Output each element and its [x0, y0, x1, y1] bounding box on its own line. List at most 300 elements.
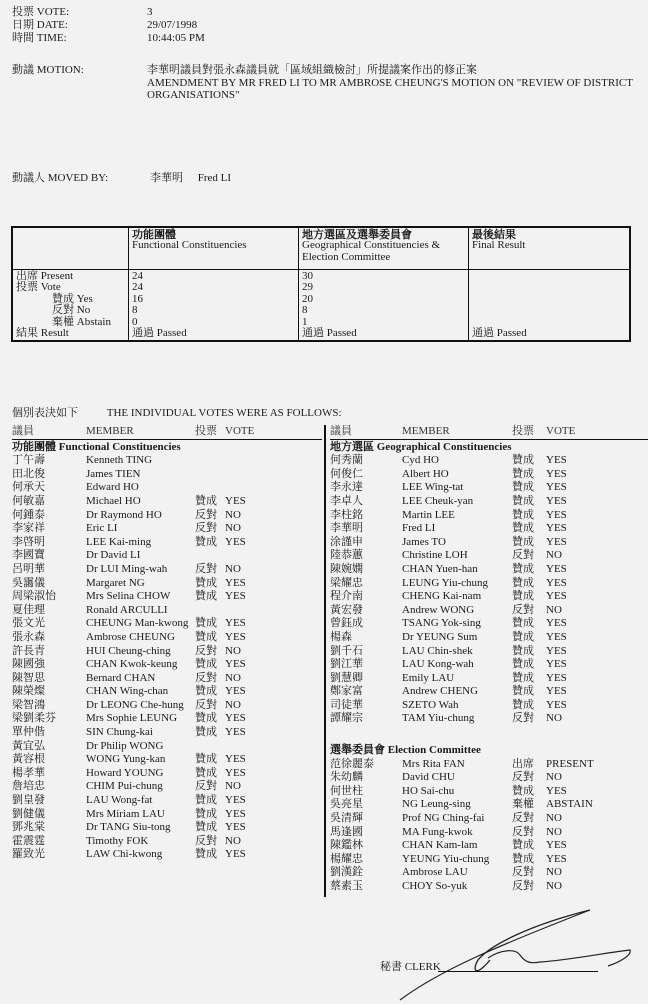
vote-zh: 反對: [512, 603, 534, 616]
vote-zh: 贊成: [512, 630, 534, 643]
member-name-zh: 楊孝華: [12, 766, 45, 779]
election-member-list: [330, 758, 648, 894]
vote-zh: 反對: [512, 771, 534, 784]
vote-en: YES: [225, 630, 246, 643]
vote-en: YES: [546, 590, 567, 603]
geographical-member-list: [330, 454, 648, 726]
vote-zh: 贊成: [512, 454, 534, 467]
individual-votes-intro: 個別表決如下 THE INDIVIDUAL VOTES WERE AS FOLLOWS:: [12, 407, 342, 419]
clerk-signature-icon: [380, 900, 640, 1004]
member-row: [330, 758, 648, 772]
member-row: [12, 577, 322, 591]
member-name-en: CHAN Kwok-keung: [86, 658, 178, 671]
member-name-en: Mrs Selina CHOW: [86, 590, 171, 603]
member-name-zh: 何秀蘭: [330, 454, 363, 467]
vote-zh: 贊成: [512, 617, 534, 630]
member-row: [12, 522, 322, 536]
vote-zh: 反對: [195, 698, 217, 711]
member-name-en: James TIEN: [86, 467, 141, 480]
member-name-en: Margaret NG: [86, 576, 145, 589]
vote-en: YES: [225, 590, 246, 603]
member-name-en: LEE Cheuk-yan: [402, 494, 474, 507]
vote-en: YES: [225, 658, 246, 671]
member-row: [330, 577, 648, 591]
vote-zh: 贊成: [512, 658, 534, 671]
member-name-en: YEUNG Yiu-chung: [402, 852, 490, 865]
member-name-en: CHOY So-yuk: [402, 880, 468, 892]
member-name-zh: 黃容根: [12, 753, 45, 766]
vote-en: YES: [546, 535, 567, 548]
vote-en: YES: [225, 848, 246, 861]
vote-en: YES: [225, 685, 246, 698]
member-row: [330, 631, 648, 645]
vote-en: YES: [546, 644, 567, 657]
member-name-zh: 陳榮燦: [12, 685, 45, 698]
member-name-zh: 夏佳理: [12, 603, 45, 616]
member-name-zh: 楊森: [330, 630, 352, 643]
member-name-zh: 李家祥: [12, 522, 45, 535]
member-name-zh: 羅致光: [12, 848, 45, 861]
member-name-en: Edward HO: [86, 481, 139, 494]
summary-col-functional: 功能團體 Functional Constituencies: [129, 227, 299, 270]
vote-en: YES: [225, 821, 246, 834]
vote-en: ABSTAIN: [546, 798, 593, 811]
member-name-en: LEUNG Yiu-chung: [402, 576, 489, 589]
motion-label: 動議 MOTION:: [12, 64, 84, 76]
member-name-zh: 田北俊: [12, 467, 45, 480]
member-name-zh: 曾鈺成: [330, 617, 363, 630]
member-row: [12, 767, 322, 781]
member-name-en: Cyd HO: [402, 454, 439, 467]
member-row: [330, 880, 648, 894]
member-name-zh: 劉漢銓: [330, 866, 363, 879]
vote-zh: 贊成: [512, 494, 534, 507]
vote-en: [225, 549, 305, 563]
member-row: [330, 481, 648, 495]
member-name-zh: 劉江華: [330, 658, 363, 671]
vote-en: YES: [546, 839, 567, 852]
member-row: [330, 685, 648, 699]
member-name-zh: 何俊仁: [330, 467, 363, 480]
vote-zh: [195, 549, 225, 563]
vote-zh: 反對: [195, 522, 217, 535]
motion-zh: 李華明議員對張永森議員就「區域組織檢討」所提議案作出的修正案: [147, 64, 477, 76]
vote-en: YES: [546, 508, 567, 521]
member-name-en: SZETO Wah: [402, 698, 459, 711]
member-row: [12, 780, 322, 794]
member-name-en: Eric LI: [86, 522, 118, 535]
vote-zh: 反對: [512, 880, 534, 892]
member-name-en: Dr Philip WONG: [86, 739, 164, 752]
vote-zh: 贊成: [195, 821, 217, 834]
member-row: [330, 798, 648, 812]
vote-zh: 贊成: [195, 794, 217, 807]
vote-zh: 贊成: [195, 685, 217, 698]
member-name-en: Prof NG Ching-fai: [402, 812, 485, 825]
member-name-zh: 蔡素玉: [330, 880, 363, 892]
member-name-en: LEE Wing-tat: [402, 481, 464, 494]
vote-en: YES: [546, 698, 567, 711]
member-name-en: CHEUNG Man-kwong: [86, 617, 189, 630]
member-row: [12, 549, 322, 563]
vote-zh: 贊成: [195, 753, 217, 766]
member-name-zh: 鄭家富: [330, 685, 363, 698]
member-name-en: David CHU: [402, 771, 455, 784]
vote-en: NO: [225, 562, 241, 575]
vote-en: PRESENT: [546, 757, 594, 770]
member-name-en: Michael HO: [86, 494, 141, 507]
vote-zh: 贊成: [512, 671, 534, 684]
member-row: [330, 468, 648, 482]
member-name-zh: 劉健儀: [12, 807, 45, 820]
vote-zh: 贊成: [512, 576, 534, 589]
vote-zh: 贊成: [195, 630, 217, 643]
member-row: [330, 645, 648, 659]
vote-zh: 反對: [195, 562, 217, 575]
member-name-zh: 楊耀忠: [330, 852, 363, 865]
vote-zh: 反對: [195, 508, 217, 521]
vote-en: NO: [225, 780, 241, 793]
member-name-zh: 馬逢國: [330, 825, 363, 838]
member-name-en: Andrew CHENG: [402, 685, 479, 698]
member-name-zh: 李永達: [330, 481, 363, 494]
member-row: [12, 468, 322, 482]
member-name-zh: 吳靄儀: [12, 576, 45, 589]
vote-zh: 贊成: [512, 522, 534, 535]
vote-en: [225, 604, 305, 618]
member-row: [330, 712, 648, 726]
member-name-en: Dr LUI Ming-wah: [86, 562, 168, 575]
vote-en: YES: [546, 522, 567, 535]
member-row: [330, 617, 648, 631]
clerk-label: 秘書 CLERK: [380, 961, 441, 973]
member-name-zh: 張永森: [12, 630, 45, 643]
member-row: [330, 590, 648, 604]
member-row: [330, 839, 648, 853]
member-row: [12, 672, 322, 686]
member-row: [12, 835, 322, 849]
vote-en: YES: [546, 576, 567, 589]
vote-zh: 贊成: [195, 712, 217, 725]
member-name-en: CHAN Wing-chan: [86, 685, 169, 698]
votes-table-header: 議員 MEMBER 投票 VOTE: [330, 425, 648, 440]
member-name-en: LAU Kong-wah: [402, 658, 474, 671]
vote-zh: 反對: [512, 549, 534, 562]
vote-en: NO: [546, 866, 562, 879]
vote-en: YES: [225, 494, 246, 507]
member-name-en: CHIM Pui-chung: [86, 780, 163, 793]
member-name-en: MA Fung-kwok: [402, 825, 473, 838]
member-name-zh: 張文光: [12, 617, 45, 630]
vote-zh: 反對: [195, 780, 217, 793]
member-name-zh: 陳婉嫻: [330, 562, 363, 575]
vote-zh: 贊成: [195, 576, 217, 589]
member-name-zh: 何敏嘉: [12, 494, 45, 507]
member-name-en: LEE Kai-ming: [86, 535, 152, 548]
member-name-en: TAM Yiu-chung: [402, 712, 475, 725]
member-name-en: CHAN Yuen-han: [402, 562, 478, 575]
vote-en: [225, 468, 305, 482]
vote-zh: 出席: [512, 757, 534, 770]
member-name-en: Howard YOUNG: [86, 766, 164, 779]
member-name-en: James TO: [402, 535, 446, 548]
member-name-zh: 黃宜弘: [12, 739, 45, 752]
vote-zh: 反對: [512, 825, 534, 838]
member-name-en: Andrew WONG: [402, 603, 475, 616]
member-name-zh: 吳亮星: [330, 798, 363, 811]
member-name-zh: 何鍾泰: [12, 508, 45, 521]
member-row: [330, 826, 648, 840]
summary-col-geographical: 地方選區及選舉委員會 Geographical Constituencies & Election Committee: [299, 227, 469, 270]
vote-zh: 反對: [512, 812, 534, 825]
member-name-zh: 黃宏發: [330, 603, 363, 616]
member-row: [330, 658, 648, 672]
member-row: [330, 604, 648, 618]
vote-en: NO: [225, 522, 241, 535]
member-row: [12, 481, 322, 495]
vote-zh: 贊成: [195, 535, 217, 548]
vote-zh: 贊成: [195, 726, 217, 739]
member-name-zh: 何世柱: [330, 784, 363, 797]
vote-zh: 贊成: [195, 807, 217, 820]
member-row: [330, 536, 648, 550]
member-row: [12, 604, 322, 618]
member-name-zh: 吳清輝: [330, 812, 363, 825]
vote-en: YES: [546, 481, 567, 494]
vote-en: NO: [225, 508, 241, 521]
vote-en: NO: [546, 712, 562, 725]
member-name-zh: 梁劉柔芬: [12, 712, 56, 725]
member-name-zh: 李啓明: [12, 535, 45, 548]
member-name-en: LAW Chi-kwong: [86, 848, 163, 861]
member-name-zh: 霍震霆: [12, 834, 45, 847]
vote-zh: 贊成: [195, 617, 217, 630]
member-name-en: LAU Chin-shek: [402, 644, 473, 657]
vote-en: NO: [546, 549, 562, 562]
moved-by-value: [150, 172, 231, 185]
summary-corner-cell: [12, 227, 129, 270]
member-name-en: Dr Raymond HO: [86, 508, 162, 521]
date-label: 日期 DATE:: [12, 19, 68, 31]
member-name-zh: 鄧兆棠: [12, 821, 45, 834]
member-name-zh: 劉皇發: [12, 794, 45, 807]
votes-table-header: 議員 MEMBER 投票 VOTE: [12, 425, 322, 440]
member-name-en: Bernard CHAN: [86, 671, 156, 684]
member-name-zh: 朱幼麟: [330, 771, 363, 784]
member-row: [12, 495, 322, 509]
member-row: [330, 853, 648, 867]
member-name-en: Mrs Miriam LAU: [86, 807, 165, 820]
vote-zh: [195, 604, 225, 618]
signature-line: [438, 971, 598, 972]
member-row: [12, 509, 322, 523]
vote-en: YES: [225, 726, 246, 739]
vote-zh: [195, 740, 225, 754]
member-row: [12, 685, 322, 699]
member-name-zh: 涂謹申: [330, 535, 363, 548]
member-name-zh: 許長青: [12, 644, 45, 657]
summary-geographical-values: 30 29 20 8 1 通過 Passed: [299, 270, 469, 342]
member-name-en: Ronald ARCULLI: [86, 603, 168, 616]
vote-en: YES: [546, 617, 567, 630]
vote-en: YES: [546, 784, 567, 797]
vote-zh: 贊成: [512, 685, 534, 698]
member-name-en: SIN Chung-kai: [86, 726, 153, 739]
vote-zh: 贊成: [195, 590, 217, 603]
member-name-en: Albert HO: [402, 467, 449, 480]
member-row: [12, 740, 322, 754]
vote-en: YES: [225, 794, 246, 807]
vote-en: YES: [546, 685, 567, 698]
member-name-en: WONG Yung-kan: [86, 753, 166, 766]
vote-en: [225, 454, 305, 468]
member-name-en: Martin LEE: [402, 508, 455, 521]
member-name-zh: 劉慧卿: [330, 671, 363, 684]
member-row: [12, 699, 322, 713]
vote-zh: 贊成: [195, 848, 217, 861]
vote-en: YES: [546, 562, 567, 575]
member-name-zh: 梁智鴻: [12, 698, 45, 711]
member-name-en: Dr YEUNG Sum: [402, 630, 478, 643]
member-row: [330, 454, 648, 468]
functional-section-title: 功能團體 Functional Constituencies: [12, 440, 181, 453]
member-row: [330, 495, 648, 509]
member-row: [12, 590, 322, 604]
summary-functional-values: 24 24 16 8 0 通過 Passed: [129, 270, 299, 342]
vote-en: NO: [546, 825, 562, 838]
member-row: [12, 753, 322, 767]
member-name-zh: 李國寶: [12, 549, 45, 562]
vote-en: YES: [546, 494, 567, 507]
vote-en: [225, 740, 305, 754]
member-name-zh: 李華明: [330, 522, 363, 535]
vote-en: YES: [546, 467, 567, 480]
member-name-en: Fred LI: [402, 522, 436, 535]
vote-zh: 贊成: [512, 562, 534, 575]
member-row: [12, 658, 322, 672]
vote-en: [225, 481, 305, 495]
date-value: 29/07/1998: [147, 19, 198, 31]
motion-en: AMENDMENT BY MR FRED LI TO MR AMBROSE CHEUNG'S MOTION ON "REVIEW OF DISTRICT ORGANISATIONS": [147, 76, 633, 101]
member-name-zh: 范徐麗泰: [330, 757, 374, 770]
vote-en: YES: [225, 753, 246, 766]
member-row: [12, 821, 322, 835]
member-row: [330, 549, 648, 563]
member-row: [330, 812, 648, 826]
vote-zh: 贊成: [512, 508, 534, 521]
member-name-zh: 何承天: [12, 481, 45, 494]
vote-zh: 贊成: [512, 698, 534, 711]
vote-en: YES: [546, 671, 567, 684]
motion-text: [147, 64, 642, 102]
vote-zh: 贊成: [512, 852, 534, 865]
vote-en: YES: [546, 658, 567, 671]
member-name-zh: 周梁淑怡: [12, 590, 56, 603]
member-name-en: Kenneth TING: [86, 454, 153, 467]
member-name-zh: 陸恭蕙: [330, 549, 363, 562]
vote-en: YES: [225, 617, 246, 630]
member-name-zh: 譚耀宗: [330, 712, 363, 725]
member-name-zh: 劉千石: [330, 644, 363, 657]
member-row: [12, 617, 322, 631]
member-row: [12, 645, 322, 659]
vote-zh: [195, 454, 225, 468]
member-name-en: CHAN Kam-lam: [402, 839, 478, 852]
vote-zh: 贊成: [512, 590, 534, 603]
time-label: 時間 TIME:: [12, 32, 67, 44]
member-name-en: HUI Cheung-ching: [86, 644, 171, 657]
vote-en: YES: [225, 576, 246, 589]
member-name-en: Emily LAU: [402, 671, 455, 684]
member-row: [12, 808, 322, 822]
vote-en: YES: [546, 454, 567, 467]
member-name-zh: 呂明華: [12, 562, 45, 575]
member-row: [330, 509, 648, 523]
member-name-en: HO Sai-chu: [402, 784, 455, 797]
vote-zh: 贊成: [195, 494, 217, 507]
member-name-en: Ambrose CHEUNG: [86, 630, 175, 643]
vote-label: 投票 VOTE:: [12, 6, 70, 18]
member-name-zh: 梁耀忠: [330, 576, 363, 589]
vote-zh: 反對: [195, 644, 217, 657]
functional-votes-column: [12, 425, 322, 862]
member-name-zh: 李卓人: [330, 494, 363, 507]
member-name-zh: 單仲偕: [12, 726, 45, 739]
summary-final-result: 通過 Passed: [469, 270, 631, 342]
summary-table: [11, 226, 631, 342]
summary-col-final: 最後結果 Final Result: [469, 227, 631, 270]
member-row: [12, 536, 322, 550]
vote-zh: 反對: [195, 834, 217, 847]
member-row: [12, 712, 322, 726]
election-section-title: 選舉委員會 Election Committee: [330, 744, 481, 757]
vote-zh: 贊成: [195, 766, 217, 779]
member-name-en: Dr TANG Siu-tong: [86, 821, 171, 834]
vote-zh: 贊成: [512, 481, 534, 494]
member-row: [12, 848, 322, 862]
member-name-zh: 詹培忠: [12, 780, 45, 793]
vote-en: NO: [225, 698, 241, 711]
moved-by-label: 動議人 MOVED BY:: [12, 172, 109, 184]
member-row: [330, 563, 648, 577]
vote-en: YES: [225, 807, 246, 820]
member-name-en: Christine LOH: [402, 549, 468, 562]
time-value: 10:44:05 PM: [147, 32, 205, 44]
vote-en: YES: [546, 852, 567, 865]
moved-by-en: Fred LI: [197, 172, 232, 184]
geographical-section-title: 地方選區 Geographical Constituencies: [330, 440, 512, 453]
vote-en: YES: [225, 712, 246, 725]
member-name-zh: 陳國強: [12, 658, 45, 671]
member-row: [330, 699, 648, 713]
vote-zh: 贊成: [512, 839, 534, 852]
member-row: [330, 866, 648, 880]
vote-en: NO: [546, 603, 562, 616]
vote-en: NO: [225, 671, 241, 684]
summary-row-labels: 出席 Present 投票 Vote 贊成 Yes 反對 No 棄權 Abstain 結果 Result: [12, 270, 129, 342]
member-row: [330, 771, 648, 785]
member-name-en: Dr David LI: [86, 549, 141, 562]
member-name-zh: 陳鑑林: [330, 839, 363, 852]
vote-zh: 贊成: [512, 784, 534, 797]
vote-en: NO: [225, 834, 241, 847]
vote-zh: 贊成: [512, 644, 534, 657]
member-row: [12, 726, 322, 740]
member-row: [12, 794, 322, 808]
member-name-en: TSANG Yok-sing: [402, 617, 481, 630]
member-name-zh: 陳智思: [12, 671, 45, 684]
vote-zh: 贊成: [195, 658, 217, 671]
